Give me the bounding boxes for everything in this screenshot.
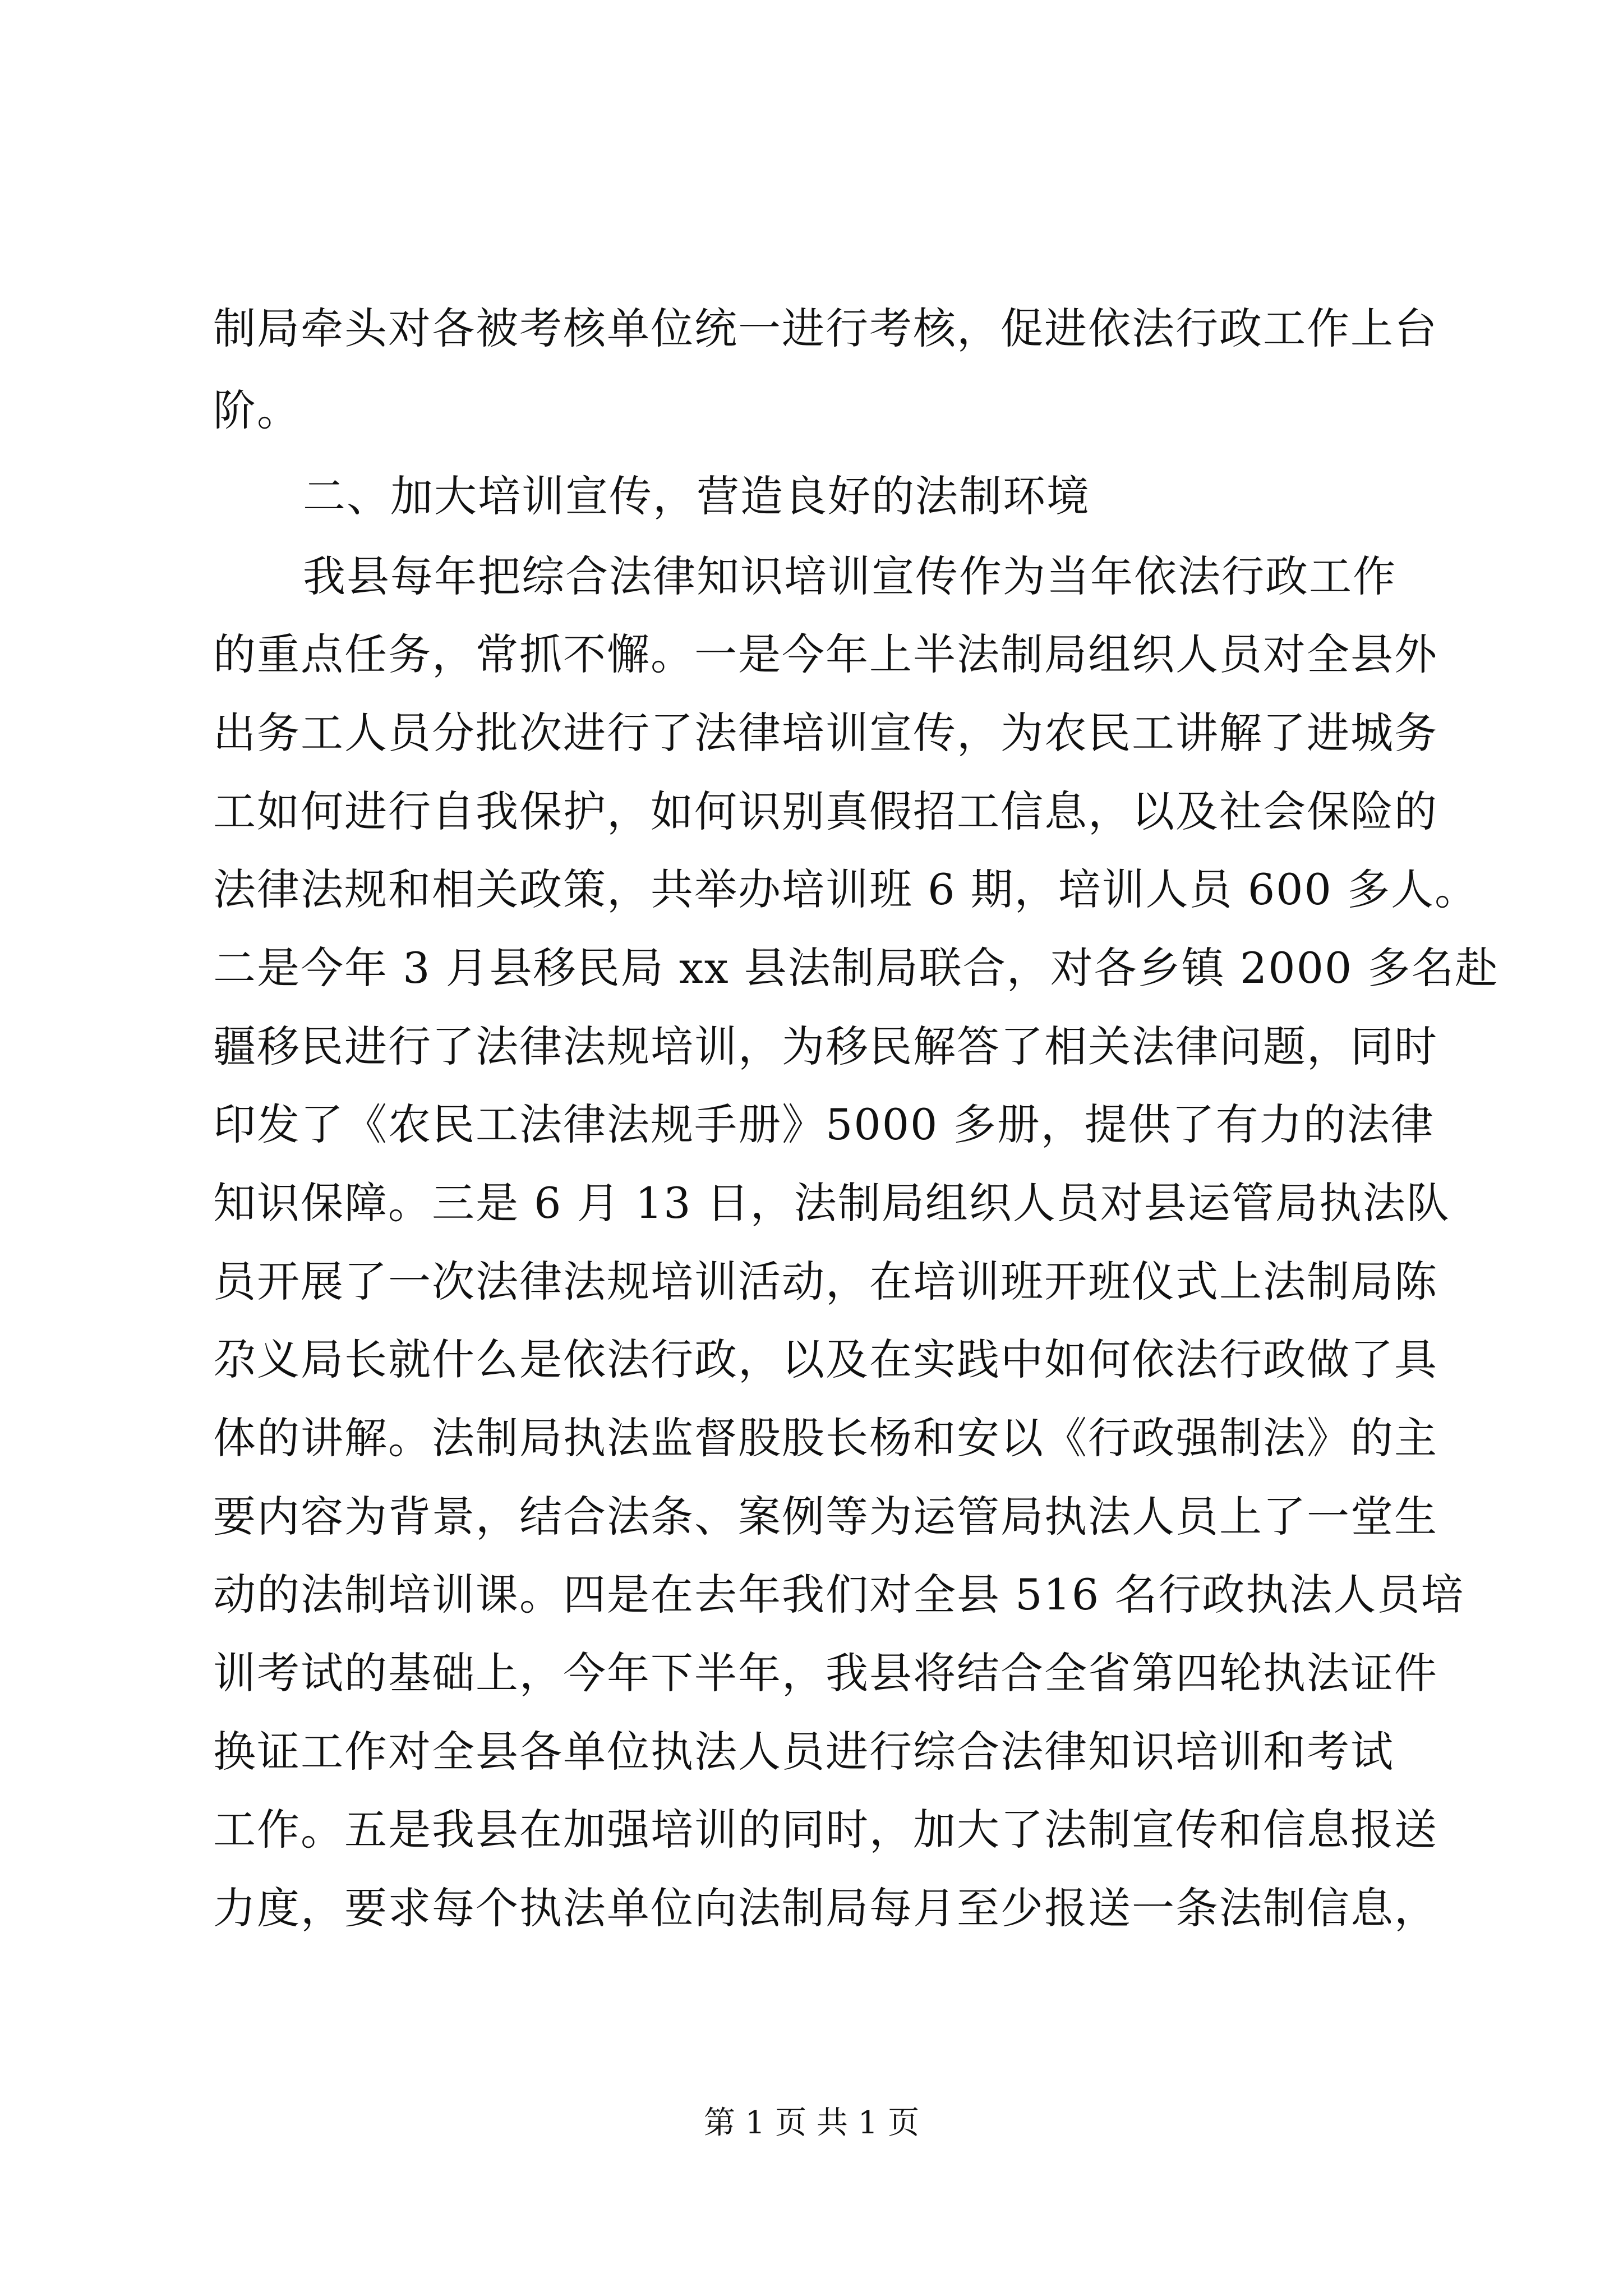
text-line-1: 制局牵头对各被考核单位统一进行考核，促进依法行政工作上台	[213, 303, 1438, 353]
text-line-14: 尕义局长就什么是依法行政，以及在实践中如何依法行政做了具	[213, 1335, 1438, 1384]
text-line-21: 力度，要求每个执法单位向法制局每月至少报送一条法制信息，	[213, 1883, 1438, 1933]
text-line-20: 工作。五是我县在加强培训的同时，加大了法制宣传和信息报送	[213, 1805, 1438, 1855]
text-line-11: 印发了《农民工法律法规手册》5000 多册，提供了有力的法律	[213, 1099, 1435, 1149]
section-heading: 二、加大培训宣传，营造良好的法制环境	[303, 471, 1090, 521]
page-footer: 第 1 页 共 1 页	[703, 2105, 920, 2141]
text-line-15: 体的讲解。法制局执法监督股股长杨和安以《行政强制法》的主	[213, 1413, 1438, 1463]
text-line-17: 动的法制培训课。四是在去年我们对全县 516 名行政执法人员培	[213, 1570, 1465, 1619]
text-line-16: 要内容为背景，结合法条、案例等为运管局执法人员上了一堂生	[213, 1492, 1438, 1542]
text-line-6: 出务工人员分批次进行了法律培训宣传，为农民工讲解了进城务	[213, 708, 1438, 758]
text-line-18: 训考试的基础上，今年下半年，我县将结合全省第四轮执法证件	[213, 1648, 1438, 1698]
text-line-10: 疆移民进行了法律法规培训，为移民解答了相关法律问题，同时	[213, 1022, 1438, 1071]
text-line-13: 员开展了一次法律法规培训活动，在培训班开班仪式上法制局陈	[213, 1257, 1438, 1306]
text-line-8: 法律法规和相关政策，共举办培训班 6 期，培训人员 600 多人。	[213, 864, 1479, 914]
text-line-2: 阶。	[213, 385, 301, 435]
text-line-4: 我县每年把综合法律知识培训宣传作为当年依法行政工作	[303, 551, 1396, 601]
text-line-7: 工如何进行自我保护，如何识别真假招工信息，以及社会保险的	[213, 786, 1438, 836]
text-line-12: 知识保障。三是 6 月 13 日，法制局组织人员对县运管局执法队	[213, 1178, 1450, 1228]
text-line-19: 换证工作对全县各单位执法人员进行综合法律知识培训和考试	[213, 1727, 1394, 1777]
text-line-9: 二是今年 3 月县移民局 xx 县法制局联合，对各乡镇 2000 多名赴	[213, 943, 1499, 993]
text-line-5: 的重点任务，常抓不懈。一是今年上半法制局组织人员对全县外	[213, 629, 1438, 679]
